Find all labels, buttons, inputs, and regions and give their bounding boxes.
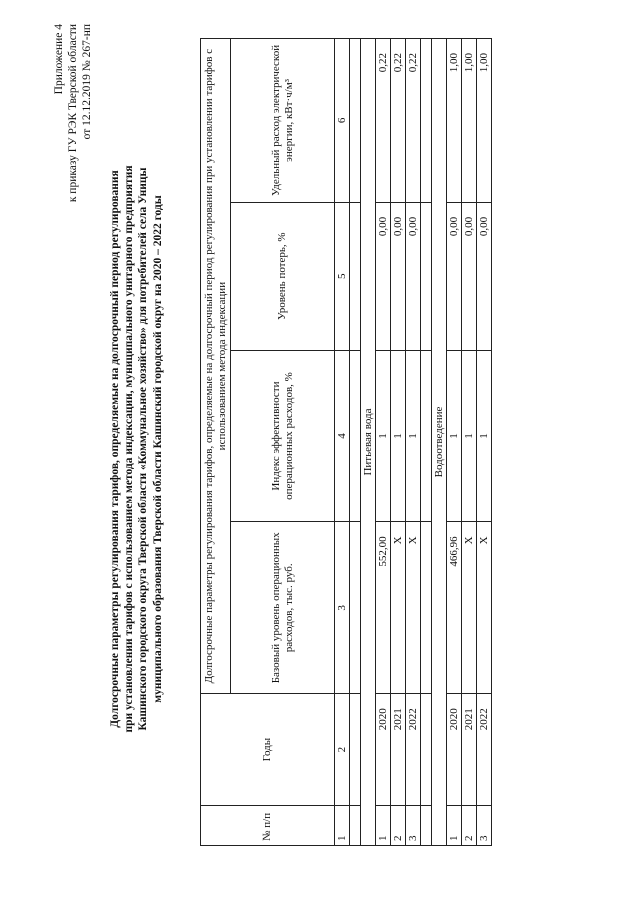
row-base: 552,00 [376, 522, 391, 694]
annex-header [52, 24, 94, 254]
annex-line: к приказу ГУ РЭК Тверской области [67, 24, 79, 203]
column-number: 5 [335, 202, 350, 350]
row-year: 2021 [462, 694, 477, 806]
row-energy: 0,22 [406, 39, 421, 203]
row-energy: 0,22 [391, 39, 406, 203]
table-row [447, 39, 462, 846]
table-row [477, 39, 492, 846]
table-row [391, 39, 406, 846]
table-row [462, 39, 477, 846]
title-line: Долгосрочные параметры регулирования тарифов, определяемые на долгосрочный период регулирования [109, 170, 121, 728]
table-row [406, 39, 421, 846]
row-index: 1 [391, 350, 406, 522]
column-number: 4 [335, 350, 350, 522]
annex-line: от 12.12.2019 № 267-нп [81, 24, 93, 140]
table-gap [421, 39, 432, 846]
title-line: Кашинского городского округа Тверской области «Коммунальное хозяйство» для потребителей села Уницы [137, 167, 150, 731]
document-title [108, 54, 165, 844]
row-loss: 0,00 [376, 202, 391, 350]
column-number: 6 [335, 39, 350, 203]
title-line: муниципального образования Тверской области Кашинский городской округ на 2020 – 2022 годы [151, 195, 164, 703]
tariff-table [200, 38, 492, 846]
row-index: 1 [447, 350, 462, 522]
row-year: 2020 [447, 694, 462, 806]
row-year: 2021 [391, 694, 406, 806]
row-year: 2022 [477, 694, 492, 806]
row-energy: 0,22 [376, 39, 391, 203]
row-loss: 0,00 [447, 202, 462, 350]
row-no: 1 [376, 806, 391, 846]
header-index: Индекс эффективности операционных расходов, % [231, 350, 335, 522]
row-year: 2022 [406, 694, 421, 806]
row-base: Х [406, 522, 421, 694]
header-years: Годы [201, 694, 335, 806]
row-no: 2 [391, 806, 406, 846]
row-index: 1 [477, 350, 492, 522]
row-base: Х [462, 522, 477, 694]
table-row [376, 39, 391, 846]
row-base: Х [477, 522, 492, 694]
section-header [361, 39, 376, 846]
title-line: при установлении тарифов с использованием метода индексации, муниципального унитарного предприятия [123, 165, 136, 733]
row-index: 1 [376, 350, 391, 522]
annex-line: Приложение 4 [53, 24, 65, 95]
section-title: Водоотведение [432, 39, 447, 846]
row-loss: 0,00 [462, 202, 477, 350]
column-number: 3 [335, 522, 350, 694]
row-energy: 1,00 [477, 39, 492, 203]
row-energy: 1,00 [447, 39, 462, 203]
column-number: 1 [335, 806, 350, 846]
row-energy: 1,00 [462, 39, 477, 203]
row-loss: 0,00 [477, 202, 492, 350]
header-loss: Уровень потерь, % [231, 202, 335, 350]
row-no: 3 [477, 806, 492, 846]
header-no: № п/п [201, 806, 335, 846]
row-base: Х [391, 522, 406, 694]
row-loss: 0,00 [406, 202, 421, 350]
section-title: Питьевая вода [361, 39, 376, 846]
row-no: 2 [462, 806, 477, 846]
row-loss: 0,00 [391, 202, 406, 350]
row-index: 1 [462, 350, 477, 522]
row-no: 3 [406, 806, 421, 846]
row-base: 466,96 [447, 522, 462, 694]
row-year: 2020 [376, 694, 391, 806]
header-energy: Удельный расход электрической энергии, кВт·ч/м³ [231, 39, 335, 203]
table-gap [350, 39, 361, 846]
column-number: 2 [335, 694, 350, 806]
row-index: 1 [406, 350, 421, 522]
header-base: Базовый уровень операционных расходов, тыс. руб. [231, 522, 335, 694]
section-header [432, 39, 447, 846]
header-group: Долгосрочные параметры регулирования тарифов, определяемые на долгосрочный период регулирования при установлении тарифов с использованием метода индексации [201, 39, 231, 694]
column-numbers-row [335, 39, 350, 846]
row-no: 1 [447, 806, 462, 846]
